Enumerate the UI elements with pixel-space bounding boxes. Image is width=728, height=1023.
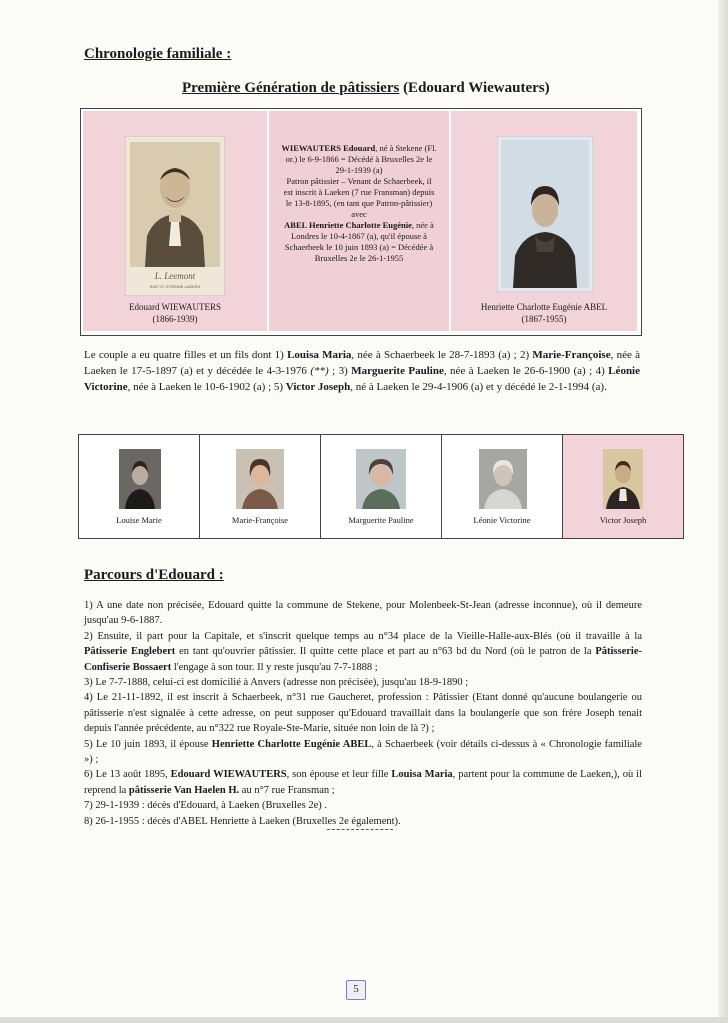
child-name: Marie-Françoise xyxy=(231,515,289,525)
child-photo xyxy=(603,449,643,509)
child-name: Louise Marie xyxy=(116,515,162,525)
parcours-bold: pâtisserie Van Haelen H. xyxy=(128,784,240,796)
child-name-1: Louisa Maria xyxy=(287,349,352,361)
parcours-item xyxy=(84,814,642,829)
child-card xyxy=(321,435,442,538)
parcours-text: , son épouse et leur fille xyxy=(286,769,392,781)
intro-text-5: , née à Laeken le 26-6-1900 (a) ; 4) xyxy=(443,365,609,377)
parcours-text: 2) Ensuite, il part pour la Capitale, et s'inscrit quelque temps au n°34 place de la Vieille-Halle-aux-Blés (où il travaille à la xyxy=(84,630,642,642)
edouard-photo xyxy=(125,136,225,296)
child-card xyxy=(79,435,200,538)
parcours-item xyxy=(84,737,642,768)
parcours-text: 6) Le 13 août 1895, xyxy=(84,769,171,781)
parcours-item xyxy=(84,598,642,629)
child-photo xyxy=(236,449,284,509)
photo-studio-name: L. Leemont xyxy=(154,271,196,281)
husband-details: , né à Stekene (Fl. or.) le 6-9-1866 = Décédé à Bruxelles 2e le 29-1-1939 (a) xyxy=(285,143,437,175)
page-number xyxy=(343,978,369,1000)
child-card xyxy=(563,435,683,538)
parcours-text: l'engage à son tour. Il y reste jusqu'au 7-7-1888 ; xyxy=(171,661,378,673)
henriette-photo xyxy=(497,136,593,292)
parcours-text: , partent pour la commune de Laeken,), où il reprend la xyxy=(84,769,642,796)
child-name: Victor Joseph xyxy=(599,515,647,525)
parcours-text: en tant qu'ouvrier pâtissier. Il quitte cette place et part au n°63 bd du Nord (où le patron de la xyxy=(175,646,596,658)
parcours-text: 8) 26-1-1955 : décès d'ABEL Henriette à Laeken (Bruxelles 2e également). xyxy=(84,815,401,827)
parcours-bold: Pâtisserie-Confiserie Bossaert xyxy=(84,646,642,673)
parcours-bold: Louisa Maria xyxy=(391,769,453,781)
page-number-value: 5 xyxy=(353,983,359,995)
parcours-item xyxy=(84,690,642,736)
parcours-bold: Pâtisserie Englebert xyxy=(84,646,176,658)
marriage-panel xyxy=(269,111,449,331)
generation-title-main: Première Génération de pâtissiers xyxy=(182,80,400,96)
parcours-item xyxy=(84,629,642,675)
generation-title xyxy=(182,80,550,97)
henriette-caption xyxy=(451,301,637,325)
children-intro xyxy=(84,347,640,395)
husband-profession: Patron pâtissier – Venant de Schaerbeek, il est inscrit à Laeken (7 rue Fransman) depuis le 13-8-1895, (en tant que Patron-pâtissier) xyxy=(283,176,435,208)
parcours-text: 1) A une date non précisée, Edouard quitte la commune de Stekene, pour Molenbeek-St-Jean (adresse inconnue), où il demeure jusqu'au 9-6-1887. xyxy=(84,600,642,627)
marriage-details xyxy=(281,143,437,264)
child-name-2: Marie-Françoise xyxy=(532,349,611,361)
generation-box xyxy=(80,108,642,336)
chronologie-heading: Chronologie familiale : xyxy=(84,46,232,62)
children-photo-row xyxy=(78,434,684,539)
parcours-bold: Henriette Charlotte Eugénie ABEL xyxy=(211,738,372,750)
intro-text-7: , né à Laeken le 29-4-1906 (a) et y décédé le 2-1-1994 (a). xyxy=(350,381,607,393)
intro-text-2: , née à Schaerbeek le 28-7-1893 (a) ; 2) xyxy=(351,349,533,361)
intro-text-3: , née à Laeken le 17-5-1897 (a) et y décédée le 4-3-1976 xyxy=(84,349,640,377)
parcours-bold: Edouard WIEWAUTERS xyxy=(170,769,287,781)
parcours-text: 7) 29-1-1939 : décès d'Edouard, à Laeken (Bruxelles 2e) . xyxy=(84,800,328,812)
edouard-caption-name: Edouard WIEWAUTERS xyxy=(128,302,222,312)
husband-name: WIEWAUTERS Edouard xyxy=(281,143,376,153)
parcours-text: au n°7 rue Fransman ; xyxy=(239,784,335,796)
page-bottom-edge xyxy=(0,1017,728,1023)
parcours-list xyxy=(84,598,642,829)
henriette-panel xyxy=(451,111,637,331)
henriette-caption-name: Henriette Charlotte Eugénie ABEL xyxy=(480,302,608,312)
child-name: Léonie Victorine xyxy=(473,515,531,525)
edouard-panel xyxy=(83,111,267,331)
child-photo xyxy=(119,449,161,509)
photo-studio-address: RUE ST. ETIENNE LAEKEN xyxy=(149,284,201,289)
child-card xyxy=(200,435,321,538)
child-name-3: Marguerite Pauline xyxy=(351,365,444,377)
page-edge xyxy=(718,0,728,1023)
parcours-text: 4) Le 21-11-1892, il est inscrit à Schaerbeek, n°31 rue Gaucheret, profession : Pâtissier (Etant donné qu'aucune boulangerie ou pâtisserie n'est signalée à cette adresse, on peut supposer qu'Edouard travaillait dans la boulangerie que son frère Joseph tenait depuis l'année précédente, au n°322 rue Royale-Ste-Marie, située non loin de là ?) ; xyxy=(84,692,642,735)
wife-details: , née à Londres le 10-4-1867 (a), qu'il épouse à Schaerbeek le 10 juin 1893 (a) = Décédée à Bruxelles 2e le 26-1-1955 xyxy=(284,220,434,263)
generation-title-name: (Edouard Wiewauters) xyxy=(403,80,550,96)
parcours-text: 3) Le 7-7-1888, celui-ci est domicilié à Anvers (adresse non précisée), jusqu'au 18-9-1890 ; xyxy=(84,677,469,689)
edouard-caption xyxy=(83,301,267,325)
child-photo xyxy=(356,449,406,509)
intro-text-1: Le couple a eu quatre filles et un fils dont 1) xyxy=(84,349,288,361)
parcours-item xyxy=(84,798,642,813)
child-name-4: Léonie Victorine xyxy=(84,365,640,393)
child-photo xyxy=(479,449,527,509)
intro-text-6: , née à Laeken le 10-6-1902 (a) ; 5) xyxy=(127,381,286,393)
parcours-heading: Parcours d'Edouard : xyxy=(84,567,224,583)
child-card xyxy=(442,435,563,538)
edouard-caption-years: (1866-1939) xyxy=(152,314,198,324)
child-name-5: Victor Joseph xyxy=(285,381,351,393)
parcours-item xyxy=(84,767,642,798)
intro-text-4: ; 3) xyxy=(328,365,352,377)
avec-text: avec xyxy=(351,209,367,219)
intro-note: (**) xyxy=(310,365,329,377)
wife-name: ABEL Henriette Charlotte Eugénie xyxy=(284,220,412,230)
henriette-caption-years: (1867-1955) xyxy=(521,314,567,324)
parcours-item xyxy=(84,675,642,690)
parcours-text: 5) Le 10 juin 1893, il épouse xyxy=(84,738,212,750)
parcours-text: , à Schaerbeek (voir détails ci-dessus à « Chronologie familiale ») ; xyxy=(84,738,642,766)
child-name: Marguerite Pauline xyxy=(348,515,414,525)
section-divider xyxy=(327,829,393,830)
